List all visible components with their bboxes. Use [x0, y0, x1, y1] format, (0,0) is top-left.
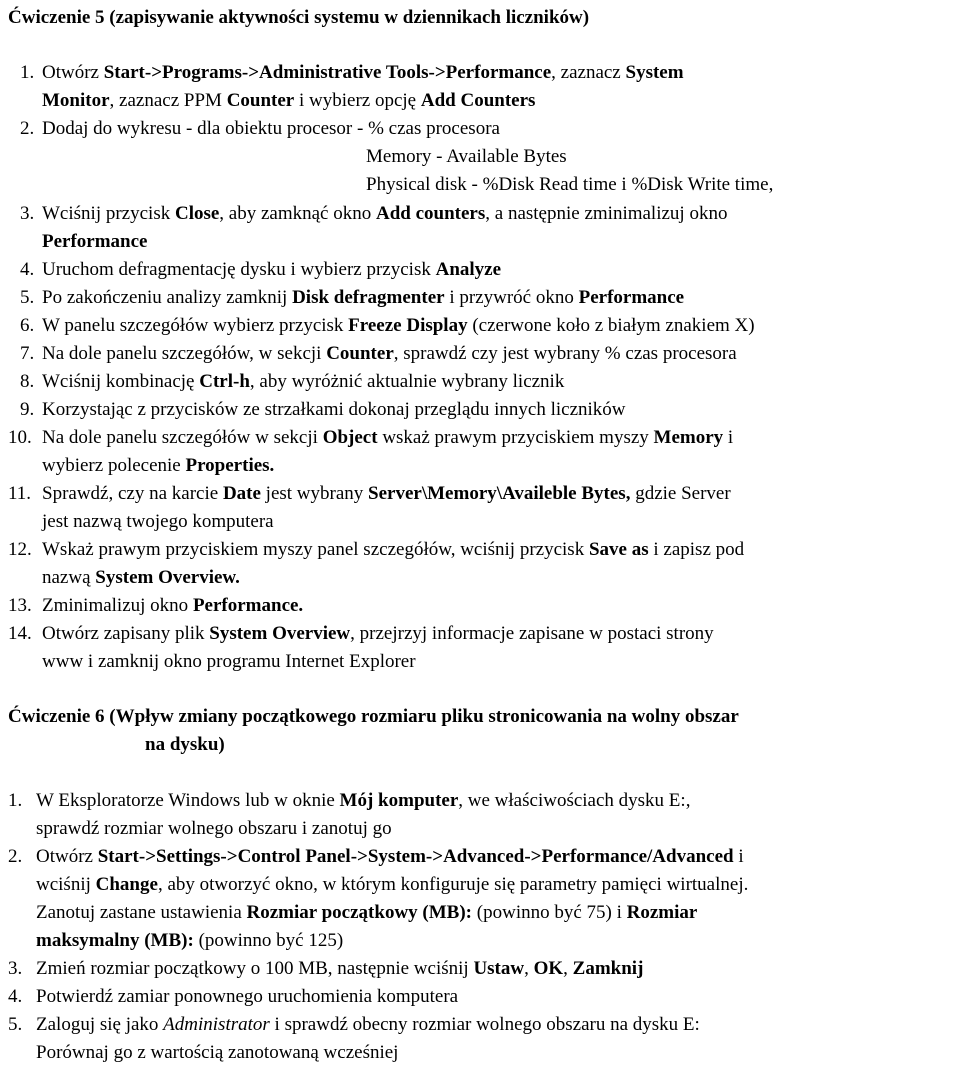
- step-text-line: www i zamknij okno programu Internet Explorer: [42, 651, 416, 672]
- step-text-line: Zminimalizuj okno Performance.: [42, 595, 304, 616]
- step-number: 13.: [8, 595, 32, 616]
- step-number: 14.: [8, 623, 32, 644]
- step-text-line: Zaloguj się jako Administrator i sprawdź obecny rozmiar wolnego obszaru na dysku E:: [36, 1014, 700, 1035]
- step-text-line: Wciśnij przycisk Close, aby zamknąć okno Add counters, a następnie zminimalizuj okno: [42, 203, 728, 224]
- exercise-6-title: Ćwiczenie 6 (Wpływ zmiany początkowego rozmiaru pliku stronicowania na wolny obszar: [8, 706, 739, 727]
- step-text-line: Physical disk - %Disk Read time i %Disk Write time,: [366, 174, 774, 195]
- step-text-line: Otwórz Start->Settings->Control Panel->System->Advanced->Performance/Advanced i: [36, 846, 744, 867]
- step-text-line: Wciśnij kombinację Ctrl-h, aby wyróżnić aktualnie wybrany licznik: [42, 371, 565, 392]
- step-number: 4.: [8, 986, 23, 1007]
- exercise-5-title: Ćwiczenie 5 (zapisywanie aktywności systemu w dziennikach liczników): [8, 7, 590, 28]
- step-text-line: Wskaż prawym przyciskiem myszy panel szczegółów, wciśnij przycisk Save as i zapisz pod: [42, 539, 745, 560]
- step-number: 12.: [8, 539, 32, 560]
- step-number: 10.: [8, 427, 32, 448]
- step-text-line: wciśnij Change, aby otworzyć okno, w którym konfiguruje się parametry pamięci wirtualnej.: [36, 874, 749, 895]
- step-text-line: Otwórz Start->Programs->Administrative Tools->Performance, zaznacz System: [42, 62, 684, 83]
- step-number: 8.: [20, 371, 35, 392]
- step-text-line: Sprawdź, czy na karcie Date jest wybrany Server\Memory\Availeble Bytes, gdzie Server: [42, 483, 731, 504]
- step-text-line: Memory - Available Bytes: [366, 146, 567, 167]
- step-text-line: W panelu szczegółów wybierz przycisk Freeze Display (czerwone koło z białym znakiem X): [42, 315, 755, 336]
- step-text-line: Uruchom defragmentację dysku i wybierz przycisk Analyze: [42, 259, 502, 280]
- step-text-line: Korzystając z przycisków ze strzałkami dokonaj przeglądu innych liczników: [42, 399, 626, 420]
- step-text-line: wybierz polecenie Properties.: [42, 455, 275, 476]
- step-text-line: Po zakończeniu analizy zamknij Disk defragmenter i przywróć okno Performance: [42, 287, 685, 308]
- step-text-line: Porównaj go z wartością zanotowaną wcześniej: [36, 1042, 399, 1063]
- step-text-line: Potwierdź zamiar ponownego uruchomienia komputera: [36, 986, 459, 1007]
- step-number: 4.: [20, 259, 35, 280]
- step-number: 11.: [8, 483, 32, 504]
- step-text-line: Dodaj do wykresu - dla obiektu procesor - % czas procesora: [42, 118, 500, 139]
- step-number: 2.: [8, 846, 23, 867]
- step-number: 3.: [8, 958, 23, 979]
- step-text-line: Performance: [42, 231, 148, 252]
- step-number: 7.: [20, 343, 35, 364]
- step-text-line: W Eksploratorze Windows lub w oknie Mój komputer, we właściwościach dysku E:,: [36, 790, 691, 811]
- step-text-line: jest nazwą twojego komputera: [42, 511, 274, 532]
- step-number: 2.: [20, 118, 35, 139]
- step-text-line: maksymalny (MB): (powinno być 125): [36, 930, 344, 951]
- step-text-line: sprawdź rozmiar wolnego obszaru i zanotuj go: [36, 818, 392, 839]
- step-text-line: Zanotuj zastane ustawienia Rozmiar początkowy (MB): (powinno być 75) i Rozmiar: [36, 902, 698, 923]
- step-text-line: nazwą System Overview.: [42, 567, 240, 588]
- step-number: 3.: [20, 203, 35, 224]
- step-number: 1.: [20, 62, 35, 83]
- step-number: 9.: [20, 399, 35, 420]
- exercise-6-title-cont: na dysku): [145, 734, 225, 755]
- step-text-line: Na dole panelu szczegółów, w sekcji Counter, sprawdź czy jest wybrany % czas procesora: [42, 343, 737, 364]
- step-text-line: Otwórz zapisany plik System Overview, przejrzyj informacje zapisane w postaci strony: [42, 623, 714, 644]
- step-text-line: Na dole panelu szczegółów w sekcji Object wskaż prawym przyciskiem myszy Memory i: [42, 427, 734, 448]
- step-text-line: Zmień rozmiar początkowy o 100 MB, następnie wciśnij Ustaw, OK, Zamknij: [36, 958, 644, 979]
- step-text-line: Monitor, zaznacz PPM Counter i wybierz opcję Add Counters: [42, 90, 536, 111]
- step-number: 5.: [8, 1014, 23, 1035]
- step-number: 1.: [8, 790, 23, 811]
- step-number: 5.: [20, 287, 35, 308]
- step-number: 6.: [20, 315, 35, 336]
